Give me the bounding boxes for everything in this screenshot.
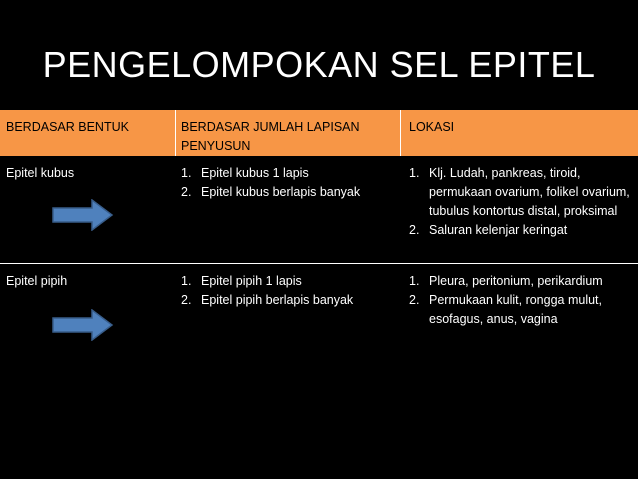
header-bentuk: BERDASAR BENTUK xyxy=(0,110,176,156)
lapisan-list xyxy=(181,272,401,310)
cell-lokasi xyxy=(401,264,638,474)
bentuk-label: Epitel kubus xyxy=(6,166,75,180)
table-row xyxy=(0,264,638,474)
header-lokasi: LOKASI xyxy=(409,120,455,134)
list-item: 2. Saluran kelenjar keringat xyxy=(409,223,568,237)
list-item: 2. Epitel pipih berlapis banyak xyxy=(181,293,354,307)
slide-title: PENGELOMPOKAN SEL EPITEL xyxy=(42,44,596,85)
right-arrow-icon xyxy=(52,199,114,231)
header-lapisan: BERDASAR JUMLAH LAPISAN PENYUSUN xyxy=(176,110,401,156)
cell-lapisan xyxy=(176,264,401,474)
table-header-row xyxy=(0,110,638,156)
bentuk-label: Epitel pipih xyxy=(6,274,68,288)
cell-bentuk xyxy=(0,156,176,263)
list-item: 2. Permukaan kulit, rongga mulut, esofagus, anus, vagina xyxy=(409,293,603,326)
epitel-table xyxy=(0,110,638,474)
lokasi-list xyxy=(409,164,634,240)
lapisan-list xyxy=(181,164,401,202)
list-item: 2. Epitel kubus berlapis banyak xyxy=(181,185,361,199)
table-row xyxy=(0,156,638,264)
list-item: 1. Epitel kubus 1 lapis xyxy=(181,166,309,180)
right-arrow-icon xyxy=(52,309,114,341)
list-item: 1. Klj. Ludah, pankreas, tiroid, permukaan ovarium, folikel ovarium, tubulus kontortus distal, proksimal xyxy=(409,166,630,218)
lokasi-list xyxy=(409,272,634,329)
cell-bentuk xyxy=(0,264,176,474)
cell-lapisan xyxy=(176,156,401,263)
list-item: 1. Epitel pipih 1 lapis xyxy=(181,274,302,288)
cell-lokasi xyxy=(401,156,638,263)
list-item: 1. Pleura, peritonium, perikardium xyxy=(409,274,603,288)
